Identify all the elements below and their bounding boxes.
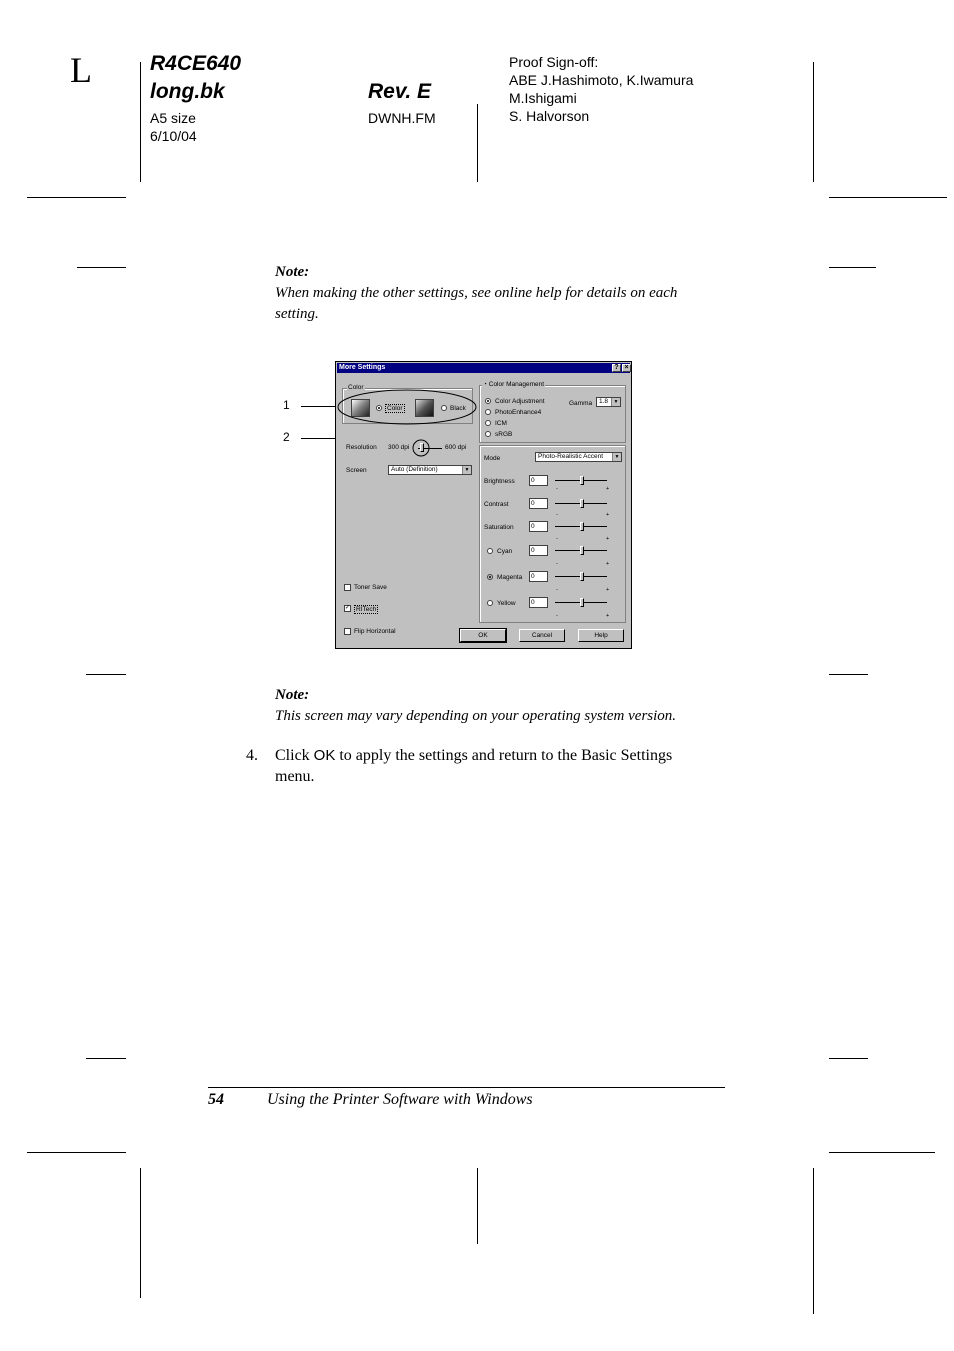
black-radio-label: Black [450, 405, 466, 412]
yellow-slider-thumb[interactable] [580, 598, 584, 607]
icm-radio[interactable] [485, 420, 491, 426]
plus-mark: + [606, 512, 610, 518]
color-management-label [482, 381, 545, 388]
callout-circle [412, 439, 430, 457]
proof-line: S. Halvorson [509, 108, 590, 124]
close-icon[interactable]: × [622, 364, 631, 372]
mode-select-value: Photo-Realistic Accent [538, 453, 604, 460]
resolution-low-label: 300 dpi [388, 444, 410, 451]
srgb-radio[interactable] [485, 431, 491, 437]
minus-mark: - [556, 486, 558, 492]
color-adjustment-radio[interactable] [485, 398, 491, 404]
screen-select-value: Auto (Definition) [391, 466, 438, 473]
callout-line [301, 406, 336, 407]
note-text: When making the other settings, see online help for details on each [275, 285, 678, 301]
cyan-input[interactable]: 0 [529, 545, 548, 556]
color-radio-label: Color [387, 405, 403, 412]
yellow-label: Yellow [497, 600, 516, 607]
toner-save-label: Toner Save [354, 584, 387, 591]
crop-mark [477, 104, 478, 182]
dropdown-arrow-icon: ▼ [612, 453, 621, 461]
crop-mark [477, 1168, 478, 1244]
callout-number: 2 [283, 430, 290, 444]
proof-title: Proof Sign-off: [509, 54, 599, 70]
saturation-label: Saturation [484, 524, 514, 531]
book-code: R4CE640 [150, 52, 242, 75]
proof-line: ABE J.Hashimoto, K.Iwamura [509, 72, 694, 88]
screen-select[interactable] [388, 465, 472, 475]
minus-mark: - [556, 587, 558, 593]
help-button[interactable]: Help [578, 629, 624, 642]
minus-mark: - [556, 561, 558, 567]
screen-label: Screen [346, 467, 367, 474]
saturation-slider-thumb[interactable] [580, 522, 584, 531]
page-number: 54 [208, 1091, 224, 1108]
adjustment-panel [479, 445, 626, 623]
mode-select[interactable] [535, 452, 622, 462]
crop-mark [140, 62, 141, 182]
contrast-slider-thumb[interactable] [580, 499, 584, 508]
footer-rule [208, 1087, 725, 1088]
footer-title: Using the Printer Software with Windows [267, 1091, 533, 1108]
photoenhance-radio[interactable] [485, 409, 491, 415]
step-number: 4. [246, 747, 258, 764]
crop-mark [829, 1152, 935, 1153]
revision: Rev. E [368, 80, 432, 103]
contrast-label: Contrast [484, 501, 509, 508]
yellow-radio[interactable] [487, 600, 493, 606]
header-letter: L [70, 50, 92, 90]
magenta-input[interactable]: 0 [529, 571, 548, 582]
dropdown-arrow-icon: ▼ [462, 466, 471, 474]
ok-word: OK [313, 747, 336, 764]
minus-mark: - [556, 536, 558, 542]
color-management-icon: ◔ [483, 381, 487, 388]
note-text: setting. [275, 306, 319, 322]
contrast-input[interactable]: 0 [529, 498, 548, 509]
crop-mark [86, 674, 126, 675]
file-name: DWNH.FM [368, 110, 436, 126]
dialog-title-bar [337, 363, 630, 373]
cyan-slider-thumb[interactable] [580, 546, 584, 555]
ritech-label: RITech [356, 606, 377, 613]
magenta-radio[interactable] [487, 574, 493, 580]
crop-mark [813, 62, 814, 182]
crop-mark [813, 1168, 814, 1314]
note-text: This screen may vary depending on your operating system version. [275, 708, 677, 724]
help-icon[interactable]: ? [612, 364, 621, 372]
plus-mark: + [606, 561, 610, 567]
proof-line: M.Ishigami [509, 90, 577, 106]
more-settings-dialog [335, 361, 632, 649]
minus-mark: - [556, 512, 558, 518]
note-title: Note: [275, 687, 310, 703]
crop-mark [27, 197, 126, 198]
color-management-text: Color Management [488, 381, 545, 388]
page-size: A5 size [150, 110, 196, 126]
resolution-label: Resolution [346, 444, 377, 451]
flip-horizontal-label: Flip Horizontal [354, 628, 396, 635]
step-text-post: to apply the settings and return to the Basic Settings [335, 747, 673, 764]
magenta-label: Magenta [497, 574, 523, 581]
flip-horizontal-checkbox[interactable] [344, 628, 351, 635]
cyan-label: Cyan [497, 548, 513, 555]
crop-mark [140, 1168, 141, 1298]
plus-mark: + [606, 486, 610, 492]
toner-save-checkbox[interactable] [344, 584, 351, 591]
brightness-slider-thumb[interactable] [580, 476, 584, 485]
brightness-input[interactable]: 0 [529, 475, 548, 486]
brightness-label: Brightness [484, 478, 515, 485]
ritech-checkbox[interactable]: ✓ [345, 605, 351, 611]
color-group-label: Color [348, 384, 364, 391]
book-file: long.bk [150, 80, 225, 103]
magenta-slider-thumb[interactable] [580, 572, 584, 581]
crop-mark [829, 1058, 868, 1059]
crop-mark [829, 674, 868, 675]
step-text-line2: menu. [275, 768, 315, 785]
color-adjustment-label: Color Adjustment [495, 398, 545, 405]
srgb-label: sRGB [495, 431, 513, 438]
plus-mark: + [606, 613, 610, 619]
cyan-radio[interactable] [487, 548, 493, 554]
cancel-button[interactable]: Cancel [519, 629, 565, 642]
callout-ellipse [336, 388, 478, 428]
ok-button[interactable]: OK [460, 629, 506, 642]
gamma-select[interactable] [596, 397, 621, 407]
step-text-pre: Click [275, 747, 314, 764]
plus-mark: + [606, 536, 610, 542]
plus-mark: + [606, 587, 610, 593]
crop-mark [829, 197, 947, 198]
dropdown-arrow-icon: ▼ [611, 398, 620, 406]
icm-label: ICM [495, 420, 507, 427]
crop-mark [86, 1058, 126, 1059]
crop-mark [829, 267, 876, 268]
gamma-select-value: 1.8 [599, 398, 609, 405]
yellow-input[interactable]: 0 [529, 597, 548, 608]
crop-mark [27, 1152, 126, 1153]
gamma-label: Gamma [569, 400, 593, 407]
note-title: Note: [275, 264, 310, 280]
print-date: 6/10/04 [150, 128, 197, 144]
callout-number: 1 [283, 398, 290, 412]
minus-mark: - [556, 613, 558, 619]
crop-mark [77, 267, 126, 268]
mode-label: Mode [484, 455, 501, 462]
photoenhance-label: PhotoEnhance4 [495, 409, 542, 416]
resolution-high-label: 600 dpi [445, 444, 467, 451]
step-text [275, 746, 672, 766]
dialog-title: More Settings [339, 364, 386, 371]
saturation-input[interactable]: 0 [529, 521, 548, 532]
